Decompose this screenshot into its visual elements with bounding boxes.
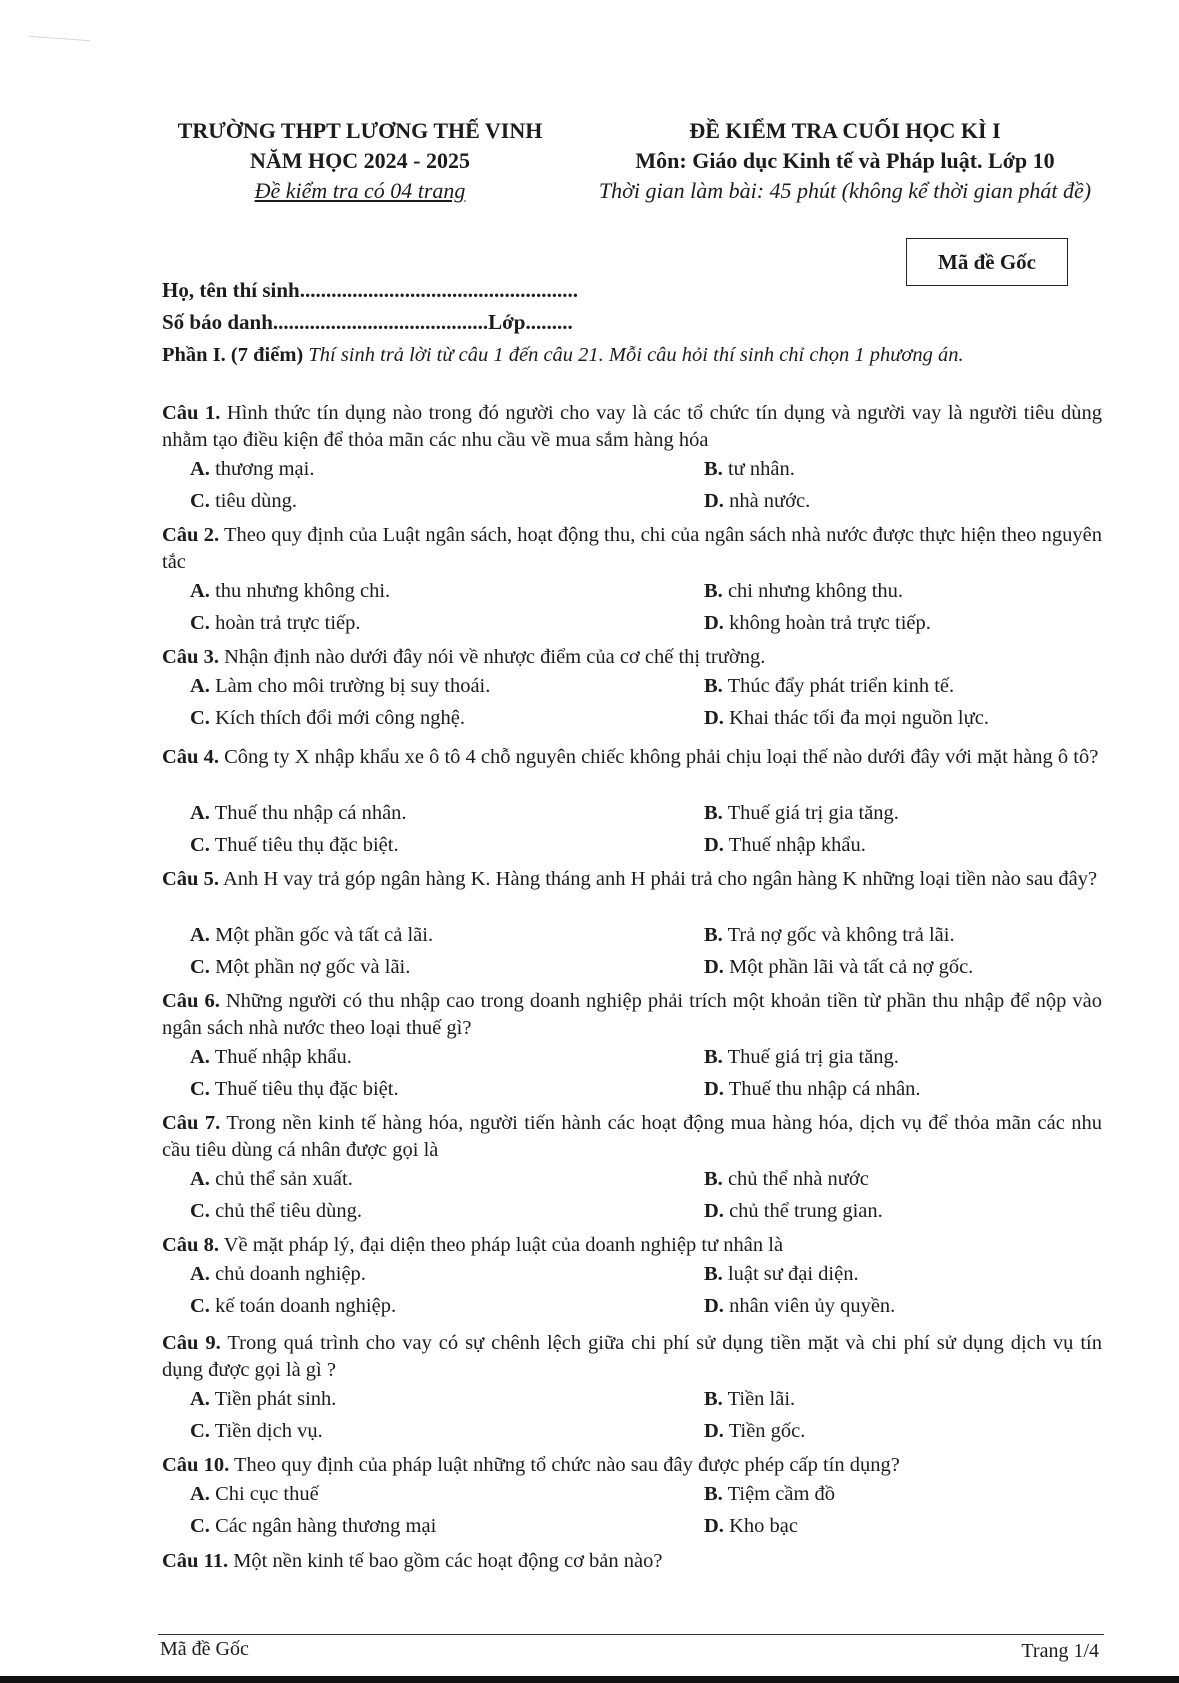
option-letter: D.: [704, 1200, 724, 1222]
option-text: chủ thể nhà nước: [727, 1168, 869, 1190]
option-letter: C.: [190, 834, 210, 856]
option-letter: C.: [190, 1078, 210, 1100]
subject-line: Môn: Giáo dục Kinh tế và Pháp luật. Lớp 10: [635, 148, 1055, 173]
school-name: TRƯỜNG THPT LƯƠNG THẾ VINH: [177, 118, 543, 143]
footer-code: Mã đề Gốc: [160, 1638, 249, 1660]
option-text: Một phần gốc và tất cả lãi.: [215, 924, 434, 946]
option-text: Trả nợ gốc và không trả lãi.: [727, 924, 955, 946]
option-text: Tiền lãi.: [727, 1388, 796, 1410]
option-c: [190, 1420, 323, 1443]
option-letter: D.: [704, 834, 724, 856]
option-c: [190, 1078, 399, 1101]
option-text: Tiệm cầm đồ: [727, 1483, 836, 1505]
question-label: Câu 11.: [162, 1550, 229, 1572]
exam-title: ĐỀ KIỂM TRA CUỐI HỌC KÌ I: [689, 118, 1001, 143]
question-text: Nhận định nào dưới đây nói về nhược điểm của cơ chế thị trường.: [218, 646, 766, 668]
question-text: Trong nền kinh tế hàng hóa, người tiến hành các hoạt động mua hàng hóa, dịch vụ để thỏa mãn các nhu cầu tiêu dùng cá nhân được gọi là: [162, 1112, 1102, 1161]
question-text: Trong quá trình cho vay có sự chênh lệch giữa chi phí sử dụng tiền mặt và chi phí sử dụng dịch vụ tín dụng được gọi là gì ?: [162, 1332, 1102, 1381]
option-c: [190, 956, 410, 979]
option-text: kế toán doanh nghiệp.: [215, 1295, 397, 1317]
option-letter: C.: [190, 490, 210, 512]
question-stem: [162, 1548, 1102, 1575]
option-c: [190, 1295, 396, 1318]
header-left: [150, 116, 570, 206]
option-text: chủ doanh nghiệp.: [215, 1263, 366, 1285]
question-label: Câu 1.: [162, 402, 221, 424]
option-d: [704, 707, 989, 730]
option-b: [704, 458, 795, 481]
exam-code-box: Mã đề Gốc: [906, 238, 1068, 286]
school-year: NĂM HỌC 2024 - 2025: [250, 148, 470, 173]
footer-divider: [158, 1634, 1104, 1635]
option-b: [704, 1046, 899, 1069]
option-b: [704, 675, 954, 698]
option-text: thu nhưng không chi.: [215, 580, 391, 602]
time-note: Thời gian làm bài: 45 phút (không kể thời gian phát đề): [598, 178, 1092, 203]
option-letter: C.: [190, 707, 210, 729]
option-text: luật sư đại diện.: [727, 1263, 859, 1285]
part1-instruction: Thí sinh trả lời từ câu 1 đến câu 21. Mỗi câu hỏi thí sinh chỉ chọn 1 phương án.: [303, 344, 964, 366]
option-a: [190, 675, 490, 698]
question-label: Câu 3.: [162, 646, 219, 668]
question-stem: [162, 988, 1102, 1042]
option-text: Thúc đẩy phát triển kinh tế.: [727, 675, 955, 697]
option-letter: A.: [190, 1483, 210, 1505]
question-stem: [162, 866, 1102, 893]
option-letter: B.: [704, 675, 723, 697]
question-label: Câu 10.: [162, 1454, 230, 1476]
option-text: chủ thể sản xuất.: [215, 1168, 353, 1190]
option-d: [704, 1078, 921, 1101]
option-b: [704, 580, 903, 603]
option-letter: B.: [704, 1263, 723, 1285]
option-text: hoàn trả trực tiếp.: [215, 612, 361, 634]
option-letter: B.: [704, 1168, 723, 1190]
question-text: Theo quy định của pháp luật những tổ chức nào sau đây được phép cấp tín dụng?: [229, 1454, 900, 1476]
candidate-name-line: Họ, tên thí sinh.....................................................: [162, 278, 578, 302]
question-label: Câu 5.: [162, 868, 219, 890]
question-stem: [162, 744, 1102, 771]
option-text: Tiền gốc.: [728, 1420, 806, 1442]
option-a: [190, 580, 390, 603]
option-letter: A.: [190, 1263, 210, 1285]
option-c: [190, 612, 361, 635]
option-a: [190, 1483, 319, 1506]
option-text: Tiền dịch vụ.: [214, 1420, 323, 1442]
option-letter: A.: [190, 675, 210, 697]
footer-page: Trang 1/4: [1021, 1640, 1099, 1662]
scan-artifact: [30, 28, 90, 41]
option-letter: B.: [704, 1483, 723, 1505]
option-c: [190, 834, 399, 857]
option-letter: D.: [704, 490, 724, 512]
option-letter: D.: [704, 1295, 724, 1317]
question-text: Theo quy định của Luật ngân sách, hoạt động thu, chi của ngân sách nhà nước được thực hiện theo nguyên tắc: [162, 524, 1102, 573]
question-label: Câu 6.: [162, 990, 220, 1012]
option-letter: A.: [190, 1046, 210, 1068]
question-label: Câu 7.: [162, 1112, 221, 1134]
option-letter: C.: [190, 956, 210, 978]
question-label: Câu 9.: [162, 1332, 221, 1354]
option-text: chủ thể trung gian.: [729, 1200, 883, 1222]
option-text: Thuế tiêu thụ đặc biệt.: [214, 1078, 399, 1100]
option-letter: B.: [704, 1388, 723, 1410]
option-letter: B.: [704, 924, 723, 946]
option-text: Thuế thu nhập cá nhân.: [728, 1078, 921, 1100]
option-letter: D.: [704, 1420, 724, 1442]
option-letter: D.: [704, 612, 724, 634]
option-c: [190, 1200, 362, 1223]
option-b: [704, 1168, 869, 1191]
question-text: Những người có thu nhập cao trong doanh nghiệp phải trích một khoản tiền từ phần thu nhập để nộp vào ngân sách nhà nước theo loại thuế gì?: [162, 990, 1102, 1039]
option-text: nhà nước.: [729, 490, 811, 512]
option-letter: C.: [190, 1420, 210, 1442]
option-c: [190, 1515, 436, 1538]
question-stem: [162, 1232, 1102, 1259]
option-text: chủ thể tiêu dùng.: [215, 1200, 362, 1222]
part1-heading: [162, 342, 1102, 369]
option-a: [190, 802, 407, 825]
question-text: Công ty X nhập khẩu xe ô tô 4 chỗ nguyên chiếc không phải chịu loại thế nào dưới đây với mặt hàng ô tô?: [218, 746, 1099, 768]
option-letter: A.: [190, 802, 210, 824]
option-d: [704, 956, 973, 979]
option-text: Thuế tiêu thụ đặc biệt.: [214, 834, 399, 856]
option-text: Thuế giá trị gia tăng.: [727, 802, 899, 824]
option-letter: D.: [704, 1078, 724, 1100]
option-b: [704, 802, 899, 825]
option-a: [190, 924, 433, 947]
scan-edge: [0, 1676, 1179, 1683]
question-text: Anh H vay trả góp ngân hàng K. Hàng tháng anh H phải trả cho ngân hàng K những loại tiền nào sau đây?: [218, 868, 1098, 890]
option-a: [190, 458, 314, 481]
option-a: [190, 1263, 366, 1286]
option-a: [190, 1388, 336, 1411]
option-text: Khai thác tối đa mọi nguồn lực.: [729, 707, 989, 729]
part1-title: Phần I. (7 điểm): [162, 344, 304, 366]
question-text: Về mặt pháp lý, đại diện theo pháp luật của doanh nghiệp tư nhân là: [218, 1234, 784, 1256]
option-text: Một phần nợ gốc và lãi.: [215, 956, 411, 978]
question-text: Một nền kinh tế bao gồm các hoạt động cơ bản nào?: [228, 1550, 663, 1572]
option-letter: A.: [190, 458, 210, 480]
question-stem: [162, 522, 1102, 576]
option-letter: A.: [190, 924, 210, 946]
option-letter: C.: [190, 1295, 210, 1317]
option-c: [190, 707, 465, 730]
question-stem: [162, 400, 1102, 454]
option-b: [704, 1263, 859, 1286]
option-d: [704, 1420, 805, 1443]
option-text: chi nhưng không thu.: [727, 580, 904, 602]
option-text: Kho bạc: [729, 1515, 798, 1537]
question-stem: [162, 1452, 1102, 1479]
option-text: Một phần lãi và tất cả nợ gốc.: [729, 956, 974, 978]
option-text: tiêu dùng.: [215, 490, 298, 512]
option-c: [190, 490, 297, 513]
option-text: Thuế giá trị gia tăng.: [727, 1046, 899, 1068]
option-b: [704, 1388, 795, 1411]
option-text: Thuế nhập khẩu.: [214, 1046, 352, 1068]
question-label: Câu 8.: [162, 1234, 219, 1256]
option-text: Làm cho môi trường bị suy thoái.: [215, 675, 491, 697]
option-letter: C.: [190, 1200, 210, 1222]
option-letter: B.: [704, 1046, 723, 1068]
option-text: thương mại.: [215, 458, 315, 480]
candidate-id-line: Số báo danh.........................................Lớp.........: [162, 310, 573, 334]
option-text: nhân viên ủy quyền.: [729, 1295, 896, 1317]
option-a: [190, 1168, 353, 1191]
option-text: Thuế nhập khẩu.: [728, 834, 866, 856]
option-text: Thuế thu nhập cá nhân.: [214, 802, 407, 824]
option-letter: B.: [704, 802, 723, 824]
option-d: [704, 1200, 883, 1223]
option-d: [704, 1515, 798, 1538]
option-letter: A.: [190, 1388, 210, 1410]
option-d: [704, 490, 810, 513]
option-b: [704, 924, 955, 947]
pages-note: Đề kiểm tra có 04 trang: [254, 178, 466, 203]
option-a: [190, 1046, 352, 1069]
option-letter: B.: [704, 458, 723, 480]
option-letter: A.: [190, 580, 210, 602]
option-letter: D.: [704, 707, 724, 729]
option-letter: B.: [704, 580, 723, 602]
option-text: Kích thích đổi mới công nghệ.: [215, 707, 466, 729]
question-label: Câu 4.: [162, 746, 219, 768]
option-letter: C.: [190, 1515, 210, 1537]
option-text: Chi cục thuế: [215, 1483, 319, 1505]
option-d: [704, 612, 931, 635]
option-letter: D.: [704, 1515, 724, 1537]
question-text: Hình thức tín dụng nào trong đó người cho vay là các tổ chức tín dụng và người vay là người tiêu dùng nhằm tạo điều kiện để thỏa mãn các nhu cầu về mua sắm hàng hóa: [162, 402, 1102, 451]
question-stem: [162, 1110, 1102, 1164]
option-d: [704, 834, 866, 857]
question-stem: [162, 644, 1102, 671]
option-text: tư nhân.: [727, 458, 795, 480]
question-stem: [162, 1330, 1102, 1384]
option-d: [704, 1295, 895, 1318]
question-label: Câu 2.: [162, 524, 220, 546]
option-text: Các ngân hàng thương mại: [215, 1515, 437, 1537]
option-b: [704, 1483, 835, 1506]
option-text: Tiền phát sinh.: [214, 1388, 337, 1410]
header-right: [560, 116, 1130, 206]
option-letter: C.: [190, 612, 210, 634]
option-letter: D.: [704, 956, 724, 978]
option-text: không hoàn trả trực tiếp.: [729, 612, 931, 634]
option-letter: A.: [190, 1168, 210, 1190]
